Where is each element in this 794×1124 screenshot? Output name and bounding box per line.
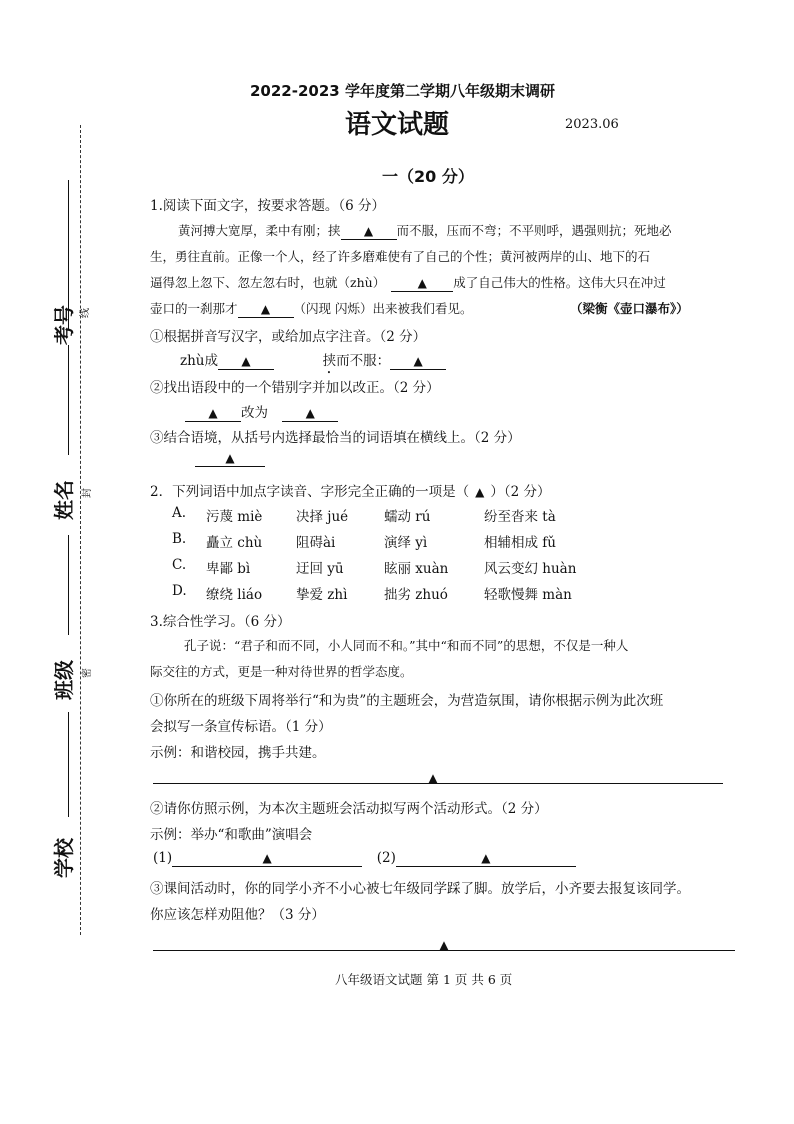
q2-option-term: 矗立 chù bbox=[206, 535, 263, 551]
q1-sub3-prompt: ③结合语境，从括号内选择最恰当的词语填在横线上。（2 分） bbox=[150, 430, 521, 446]
q2-option-term: 决择 jué bbox=[296, 509, 349, 525]
q2-option-term: 眩丽 xuàn bbox=[384, 561, 449, 577]
q1-sub3-answer bbox=[195, 450, 265, 467]
q3-prompt: 3.综合性学习。（6 分） bbox=[150, 614, 291, 630]
q2-option-term: 纷至沓来 tà bbox=[484, 509, 556, 525]
school-year-heading: 2022-2023 学年度第二学期八年级期末调研 bbox=[250, 82, 555, 100]
exam-number-label: 考号 bbox=[52, 305, 76, 345]
q3-sub1-answer-line[interactable]: ▲ bbox=[153, 767, 723, 784]
page-title: 语文试题 bbox=[345, 110, 450, 140]
q2-option-term: 蠕动 rú bbox=[384, 509, 431, 525]
q2-answer-mark[interactable]: ▲ bbox=[475, 485, 485, 499]
q1-sub2-blank-a[interactable]: ▲ bbox=[185, 405, 241, 422]
q3-sub1-example: 示例：和谐校园，携手共建。 bbox=[150, 745, 326, 761]
q3-sub2-prompt: ②请你仿照示例，为本次主题班会活动拟写两个活动形式。（2 分） bbox=[150, 801, 548, 817]
q1-sub1-blank-b[interactable]: ▲ bbox=[390, 353, 446, 370]
q2-option-letter: C. bbox=[172, 557, 187, 573]
q1-sub1-answers: zhù成 ▲ 挟而不服： ▲ bbox=[180, 349, 446, 377]
q1-prompt: 1.阅读下面文字，按要求答题。（6 分） bbox=[150, 198, 386, 214]
q2-option-row[interactable] bbox=[172, 557, 577, 577]
section-heading: 一（20 分） bbox=[382, 167, 474, 186]
q3-quote-line2: 际交往的方式，更是一种对待世界的哲学态度。 bbox=[150, 664, 413, 679]
q2-option-letter: A. bbox=[172, 505, 187, 521]
q1-passage-line4: 壶口的一刹那才 ▲ （闪现 闪烁）出来被我们看见。 bbox=[150, 301, 473, 316]
q3-sub2-answers: (1) ▲ (2) ▲ bbox=[153, 850, 576, 867]
q2-option-row[interactable] bbox=[172, 505, 556, 525]
q1-sub1-prompt: ①根据拼音写汉字，或给加点字注音。（2 分） bbox=[150, 329, 427, 345]
seal-mark-secret: 密 bbox=[82, 668, 93, 678]
q3-sub3-answer-line[interactable]: ▲ bbox=[153, 934, 735, 951]
q3-quote-line1: 孔子说：“君子和而不同，小人同而不和。”其中“和而不同”的思想，不仅是一种人 bbox=[184, 638, 629, 653]
q2-option-term: 演绎 yì bbox=[384, 535, 428, 551]
seal-mark-seal: 封 bbox=[82, 488, 93, 498]
q1-blank-1[interactable]: ▲ bbox=[341, 223, 397, 240]
q1-sub2-blank-b[interactable]: ▲ bbox=[282, 405, 338, 422]
school-label: 学校 bbox=[52, 838, 76, 878]
q1-blank-3[interactable]: ▲ bbox=[238, 301, 294, 318]
q2-option-term: 污蔑 miè bbox=[206, 509, 263, 525]
q2-option-letter: D. bbox=[172, 583, 187, 599]
seal-mark-line: 线 bbox=[80, 308, 91, 318]
name-line bbox=[68, 345, 69, 455]
q1-passage-line2: 生，勇往直前。正像一个人，经了许多磨难使有了自己的个性；黄河被两岸的山、地下的石 bbox=[150, 249, 651, 264]
q3-sub3-line2: 你应该怎样劝阻他？（3 分） bbox=[150, 907, 325, 923]
q2-prompt: 2．下列词语中加点字读音、字形完全正确的一项是（ ▲ ）（2 分） bbox=[150, 484, 551, 500]
class-line bbox=[68, 535, 69, 635]
class-label: 班级 bbox=[52, 660, 76, 700]
q1-passage-line1: 黄河搏大宽厚，柔中有刚；挟 ▲ 而不服，压而不弯；不平则呼，遇强则抗；死地必 bbox=[178, 223, 672, 238]
q2-option-row[interactable] bbox=[172, 583, 572, 603]
q3-sub1-line2: 会拟写一条宣传标语。（1 分） bbox=[150, 719, 332, 735]
q1-blank-2[interactable]: ▲ bbox=[391, 275, 453, 292]
q2-option-term: 缭绕 liáo bbox=[206, 587, 263, 603]
q2-option-term: 拙劣 zhuó bbox=[384, 587, 448, 603]
q2-option-term: 风云变幻 huàn bbox=[484, 561, 577, 577]
q3-sub2-example: 示例：举办“和歌曲”演唱会 bbox=[150, 827, 313, 843]
page-footer: 八年级语文试题 第 1 页 共 6 页 bbox=[335, 972, 513, 987]
school-line bbox=[68, 712, 69, 817]
q2-option-term: 卑鄙 bì bbox=[206, 561, 251, 577]
q1-passage-line3: 逼得忽上忽下、忽左忽右时，也就（zhù） ▲ 成了自己伟大的性格。这伟大只在冲过 bbox=[150, 275, 666, 290]
q2-option-term: 轻歌慢舞 màn bbox=[484, 587, 572, 603]
q2-option-term: 迂回 yū bbox=[296, 561, 344, 577]
q1-source: （梁衡《壶口瀑布》） bbox=[570, 301, 689, 316]
exam-date: 2023.06 bbox=[565, 117, 619, 132]
q3-sub3-line1: ③课间活动时，你的同学小齐不小心被七年级同学踩了脚。放学后，小齐要去报复该同学。 bbox=[150, 881, 690, 897]
q3-sub2-blank-2[interactable]: ▲ bbox=[396, 850, 576, 867]
q2-option-term: 挚爱 zhì bbox=[296, 587, 348, 603]
q1-sub1-blank-a[interactable]: ▲ bbox=[218, 353, 274, 370]
q2-option-row[interactable] bbox=[172, 531, 556, 551]
q1-sub3-blank[interactable]: ▲ bbox=[195, 450, 265, 467]
q2-option-term: 相辅相成 fǔ bbox=[484, 535, 556, 551]
q3-sub2-blank-1[interactable]: ▲ bbox=[172, 850, 362, 867]
name-label: 姓名 bbox=[52, 480, 76, 520]
q1-sub2-prompt: ②找出语段中的一个错别字并加以改正。（2 分） bbox=[150, 380, 440, 396]
q2-option-term: 阻碍ài bbox=[296, 535, 336, 551]
q3-sub1-line1: ①你所在的班级下周将举行“和为贵”的主题班会，为营造氛围，请你根据示例为此次班 bbox=[150, 693, 664, 709]
q1-sub2-answers: ▲ 改为 ▲ bbox=[185, 401, 338, 422]
seal-line bbox=[80, 125, 81, 935]
q2-option-letter: B. bbox=[172, 531, 187, 547]
